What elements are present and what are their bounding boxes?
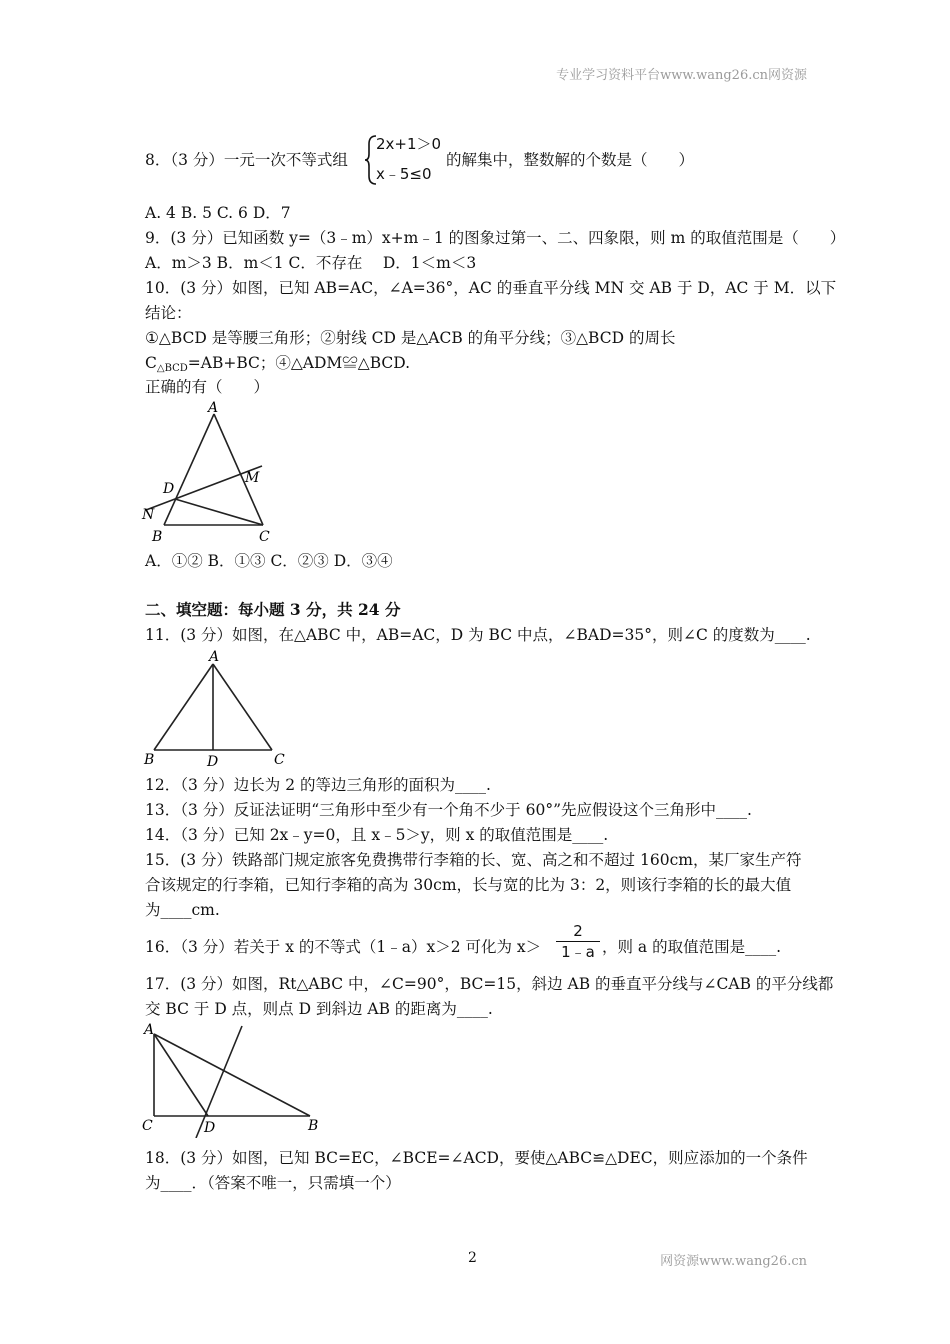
q10-options: A．①② B．①③ C．②③ D．③④: [145, 552, 393, 570]
q8-inequality-2: x﹣5≤0: [376, 165, 432, 183]
section-2-title: 二、填空题：每小题 3 分，共 24 分: [145, 600, 401, 619]
q16-denominator: 1﹣a: [561, 943, 595, 961]
q10-label-d: D: [163, 481, 175, 497]
q10-figure: [138, 398, 278, 546]
q10-label-b: B: [152, 529, 163, 545]
q17-label-c: C: [142, 1118, 153, 1134]
q9-stem: 9．(3 分）已知函数 y=（3﹣m）x+m﹣1 的图象过第一、二、四象限，则 m 的取值范围是（ ）: [145, 229, 846, 247]
q15-line2: 合该规定的行李箱，已知行李箱的高为 30cm，长与宽的比为 3：2，则该行李箱的长的最大值: [145, 876, 792, 894]
q18-line1: 18．(3 分）如图，已知 BC=EC，∠BCE=∠ACD，要使△ABC≌△DEC，则应添加的一个条件: [145, 1149, 808, 1167]
q14-stem: 14．（3 分）已知 2x﹣y=0，且 x﹣5＞y，则 x 的取值范围是____.: [145, 826, 609, 844]
q11-label-c: C: [274, 752, 285, 768]
q10-label-c: C: [259, 529, 270, 545]
q15-line3: 为____cm.: [145, 901, 220, 919]
q10-label-a: A: [208, 400, 219, 416]
q11-line-ab: [154, 664, 213, 750]
q10-c-subscript: △BCD: [156, 363, 188, 374]
q16-suffix: ，则 a 的取值范围是____.: [602, 938, 782, 956]
q11-line-ac: [213, 664, 272, 750]
q10-line4: [145, 353, 410, 379]
q15-line1: 15．(3 分）铁路部门规定旅客免费携带行李箱的长、宽、高之和不超过 160cm，某厂家生产符: [145, 851, 802, 869]
q17-label-a: A: [144, 1022, 155, 1038]
q8-inequality-1: 2x+1＞0: [376, 135, 442, 153]
q17-line-ab: [154, 1034, 310, 1116]
q16-fraction: [556, 922, 600, 961]
q10-line3: ①△BCD 是等腰三角形；②射线 CD 是△ACB 的角平分线；③△BCD 的周长: [145, 329, 676, 347]
q17-label-b: B: [308, 1118, 319, 1134]
q10-line-cd: [175, 499, 263, 525]
q11-label-b: B: [144, 752, 155, 768]
q18-line2: 为____．（答案不唯一，只需填一个）: [145, 1174, 401, 1192]
q10-line5: 正确的有（ ）: [145, 378, 270, 396]
q12-stem: 12．（3 分）边长为 2 的等边三角形的面积为____.: [145, 776, 491, 794]
q10-line1: 10．(3 分）如图，已知 AB=AC，∠A=36°，AC 的垂直平分线 MN 交 AB 于 D，AC 于 M．以下: [145, 279, 837, 297]
q10-line4-rest: =AB+BC；④△ADM≌△BCD.: [187, 354, 411, 372]
page-number: 2: [468, 1250, 477, 1266]
q11-label-d: D: [207, 754, 219, 770]
q17-figure: [138, 1018, 328, 1138]
q16-numerator: 2: [573, 922, 583, 940]
q17-line2: 交 BC 于 D 点，则点 D 到斜边 AB 的距离为____.: [145, 1000, 493, 1018]
q11-stem: 11．(3 分）如图，在△ABC 中，AB=AC，D 为 BC 中点，∠BAD=35°，则∠C 的度数为____.: [145, 626, 811, 644]
q11-label-a: A: [209, 649, 220, 665]
page-footer-site: 网资源www.wang26.cn: [660, 1254, 807, 1269]
q17-perpendicular-bisector: [196, 1026, 242, 1138]
q8-prefix: 8．（3 分）一元一次不等式组: [145, 151, 348, 169]
q10-label-m: M: [245, 470, 260, 486]
q9-options: A．m＞3 B．m＜1 C．不存在 D．1＜m＜3: [145, 254, 477, 272]
q13-stem: 13．（3 分）反证法证明“三角形中至少有一个角不少于 60°”先应假设这个三角形中____.: [145, 801, 752, 819]
q10-line2: 结论：: [145, 304, 192, 322]
q17-line1: 17．(3 分）如图，Rt△ABC 中，∠C=90°，BC=15，斜边 AB 的垂直平分线与∠CAB 的平分线都: [145, 975, 834, 993]
page-header: 专业学习资料平台www.wang26.cn网资源: [556, 68, 807, 83]
q10-label-n: N: [142, 507, 155, 523]
fraction-bar: [556, 941, 600, 942]
q11-figure: [138, 646, 298, 770]
q8-suffix: 的解集中，整数解的个数是（ ）: [446, 151, 695, 169]
q16-prefix: 16．（3 分）若关于 x 的不等式（1﹣a）x＞2 可化为 x＞: [145, 938, 542, 956]
q8-options: A. 4 B. 5 C. 6 D．7: [145, 204, 291, 222]
q10-c: C: [145, 354, 157, 372]
q17-label-d: D: [204, 1120, 216, 1136]
q17-line-ad: [154, 1034, 208, 1116]
